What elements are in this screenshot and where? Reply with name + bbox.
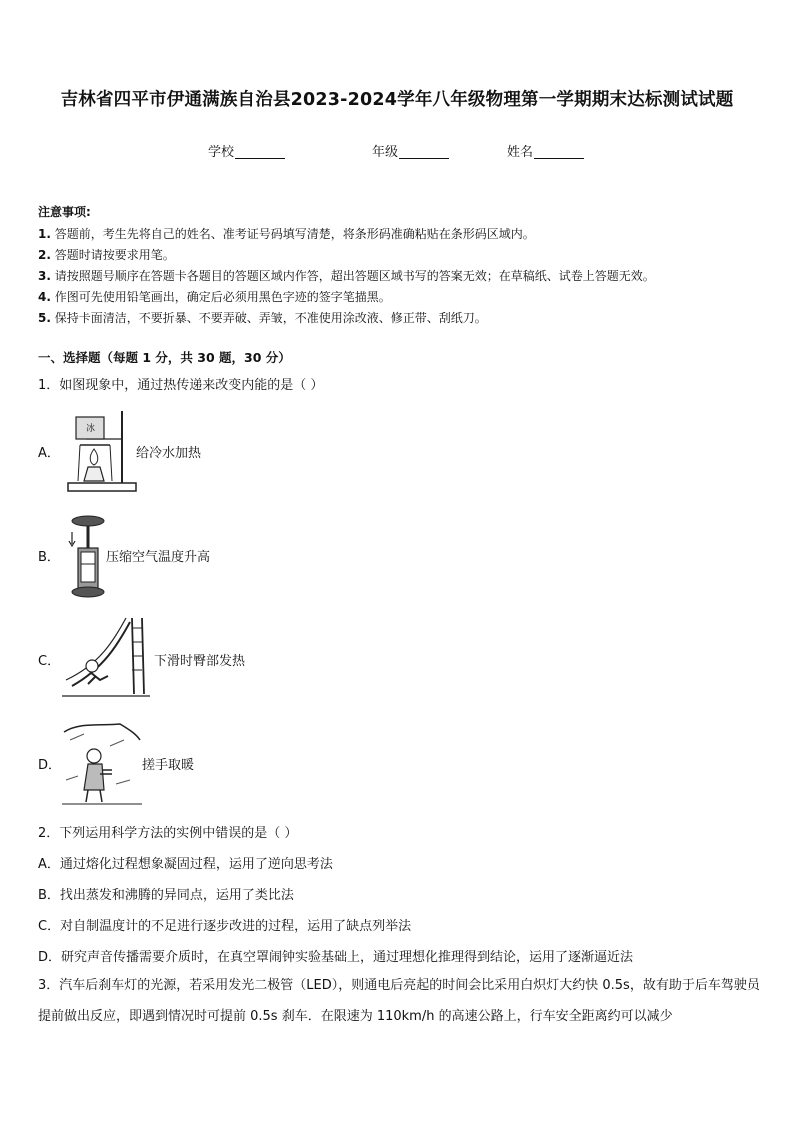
note-item: 4. 作图可先使用铅笔画出，确定后必须用黑色字迹的签字笔描黑。: [38, 290, 391, 304]
question-2-option-d: D．研究声音传播需要介质时，在真空罩闹钟实验基础上，通过理想化推理得到结论，运用了逐渐逼近法: [38, 950, 634, 965]
note-item: 1. 答题前，考生先将自己的姓名、准考证号码填写清楚，将条形码准确粘贴在条形码区域内。: [38, 227, 535, 241]
notes-section: [38, 203, 768, 329]
rubbing-hands-icon: [60, 720, 144, 810]
name-blank: [534, 144, 584, 159]
question-2-option-c: C．对自制温度计的不足进行逐步改进的过程，运用了缺点列举法: [38, 919, 412, 934]
option-c-label: C．: [38, 654, 61, 669]
notes-heading: 注意事项:: [38, 205, 91, 219]
school-field: [208, 141, 285, 160]
grade-label: 年级: [372, 145, 399, 160]
beaker-burner-icon: [66, 409, 138, 499]
exam-title: 吉林省四平市伊通满族自治县2023-2024学年八年级物理第一学期期末达标测试试题: [60, 90, 734, 110]
slide-child-icon: [60, 614, 152, 704]
question-2-option-b: B．找出蒸发和沸腾的异同点，运用了类比法: [38, 888, 294, 903]
note-item: 5. 保持卡面清洁，不要折暴、不要弄破、弄皱，不准使用涂改液、修正带、刮纸刀。: [38, 311, 487, 325]
section-heading: 一、选择题（每题 1 分，共 30 题，30 分）: [38, 350, 291, 365]
option-a-label: A．: [38, 446, 60, 461]
question-2-option-a: A．通过熔化过程想象凝固过程，运用了逆向思考法: [38, 857, 333, 872]
note-item: 2. 答题时请按要求用笔。: [38, 248, 175, 262]
option-b-text: 压缩空气温度升高: [106, 550, 211, 565]
note-item: 3. 请按照题号顺序在答题卡各题目的答题区域内作答，超出答题区域书写的答案无效；在草稿纸、试卷上答题无效。: [38, 269, 655, 283]
grade-field: [372, 141, 449, 160]
school-label: 学校: [208, 145, 235, 160]
question-2-stem: 2．下列运用科学方法的实例中错误的是（ ）: [38, 826, 298, 841]
school-blank: [235, 144, 285, 159]
svg-text:冰: 冰: [86, 424, 96, 434]
grade-blank: [399, 144, 449, 159]
option-d-text: 搓手取暖: [142, 758, 195, 773]
name-label: 姓名: [507, 145, 534, 160]
piston-pump-icon: [64, 514, 108, 604]
name-field: [507, 141, 584, 160]
option-b-label: B．: [38, 550, 60, 565]
question-3-text: 3．汽车后刹车灯的光源，若采用发光二极管（LED），则通电后亮起的时间会比采用白炽灯大约快 0.5s，故有助于后车驾驶员提前做出反应，即遇到情况时可提前 0.5s 刹车．在限速为 110km/h 的高速公路上，行车安全距离约可以减少: [38, 978, 760, 1024]
option-a-text: 给冷水加热: [136, 446, 202, 461]
question-1-stem: 1．如图现象中，通过热传递来改变内能的是（ ）: [38, 378, 324, 393]
option-c-text: 下滑时臀部发热: [154, 654, 246, 669]
option-d-label: D．: [38, 758, 62, 773]
